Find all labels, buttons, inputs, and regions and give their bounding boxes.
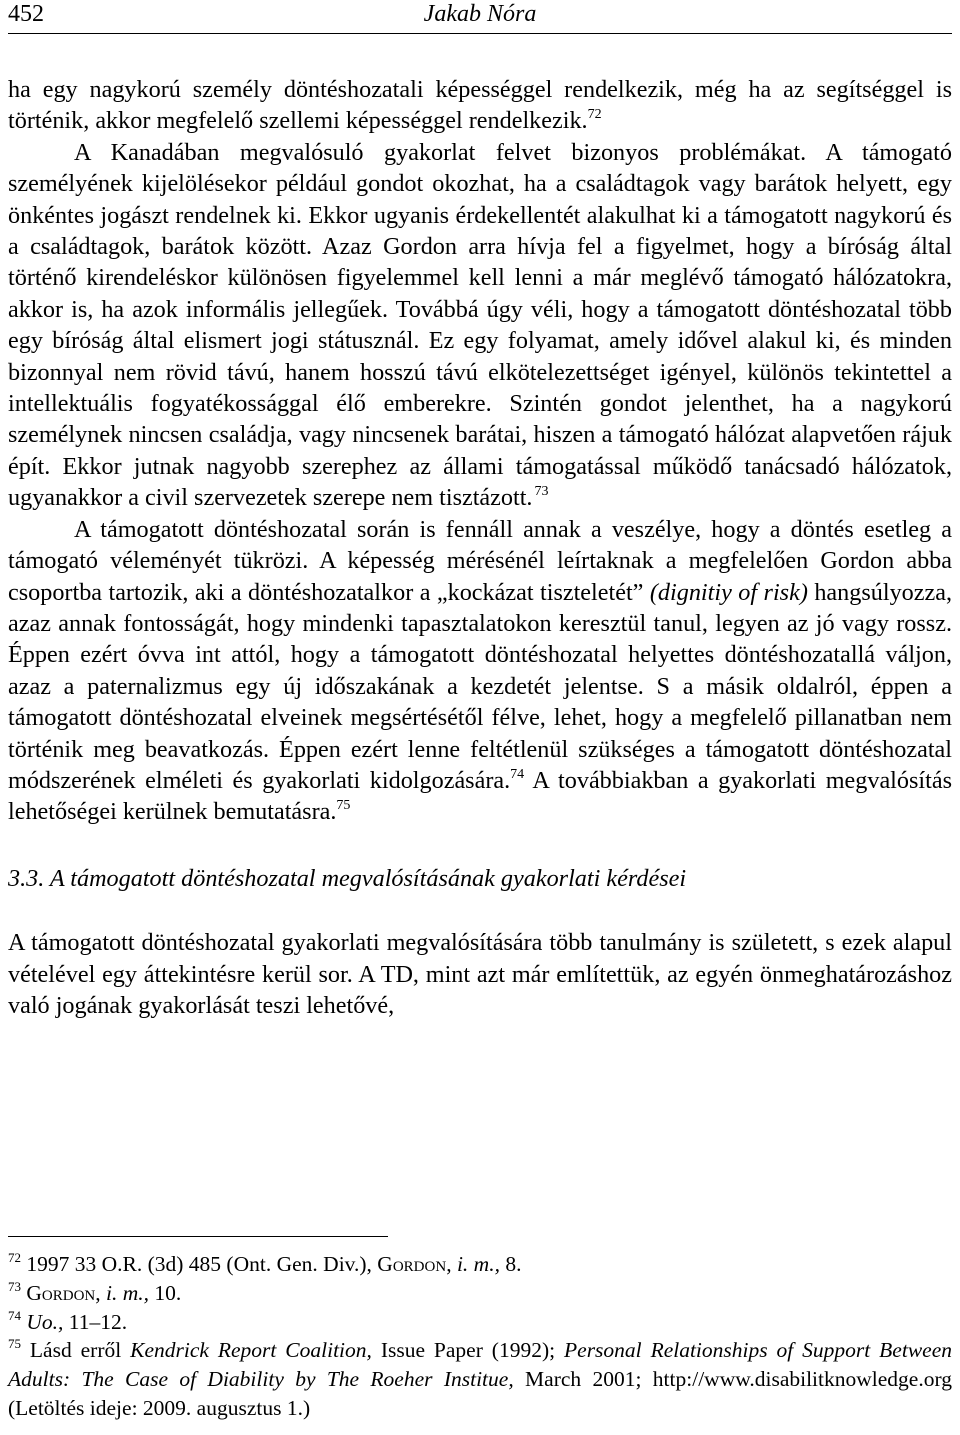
footnotes — [8, 1250, 952, 1423]
footnote-ref-74: 74 — [510, 766, 525, 782]
footnote-number: 72 — [8, 1250, 21, 1265]
paragraph-2 — [8, 137, 952, 514]
footnote-text: 10. — [149, 1280, 182, 1305]
footnote-text: , — [446, 1252, 457, 1276]
footnote-separator — [8, 1236, 388, 1237]
page-number: 452 — [8, 1, 44, 27]
footnote-text: 11–12. — [63, 1309, 128, 1334]
footnote-text: , — [95, 1280, 106, 1305]
footnote-italic: i. m., — [456, 1252, 500, 1276]
footnote-number: 75 — [8, 1336, 21, 1352]
footnote-italic: Kendrick Report Coalition, — [130, 1338, 372, 1363]
footnote-72 — [8, 1250, 952, 1279]
footnote-text: March 2001; http://www.disabilitknowledge.org (Letöltés ideje: 2009. augusztus 1.) — [8, 1367, 952, 1420]
footnote-text: 1997 33 O.R. (3d) 485 (Ont. Gen. Div.), G — [26, 1252, 393, 1276]
footnote-number: 74 — [8, 1307, 21, 1323]
paragraph-2-text: A Kanadában megvalósuló gyakorlat felvet bizonyos problémákat. A támogató személyének kijelölésekor például gondot okozhat, ha a családtagok vagy barátok helyett, egy önkéntes jogászt rendelnek ki. Ekkor ugyanis érdekellentét alakulhat ki a támogatott nagykorú és a családtagok, barátok között. Azaz Gordon arra hívja fel a figyelmet, hogy a bíróság által történő kirendeléskor különösen figyelemmel kell lenni a már meglévő támogató hálózatokra, akkor is, ha azok informális jellegűek. Továbbá úgy véli, hogy a támogatott döntéshozatal több egy bíróság által elismert jogi státusznál. Ez egy folyamat, amely idővel alakul ki, és minden bizonnyal nem rövid távú, hanem hosszú távú elkötelezettséget igényel, különös tekintettel a intellektuális fogyatékossággal élő emberekre. Szintén gondot jelenthet, ha a nagykorú személynek nincsen családja, vagy nincsenek barátai, hiszen a támogató hálózat alapvetően rájuk épít. Ekkor jutnak nagyobb szerephez az állami támogatással működő tanácsadó hálózatok, ugyanakkor a civil szervezetek szerepe nem tisztázott. — [8, 138, 952, 512]
footnote-text: Lásd erről — [29, 1338, 131, 1363]
footnote-number: 73 — [8, 1278, 21, 1294]
paragraph-3-text-c: A továbbiakban a gyakorlati megvalósítás lehetőségei kerülnek bemutatásra. — [8, 766, 952, 826]
footnote-text: G — [26, 1280, 42, 1305]
running-header — [8, 0, 952, 34]
paragraph-1-text: ha egy nagykorú személy döntéshozatali képességgel rendelkezik, még ha az segítséggel is történik, akkor megfelelő szellemi képességgel rendelkezik. — [8, 76, 952, 135]
footnote-ref-73: 73 — [534, 484, 549, 500]
footnote-73 — [8, 1279, 952, 1308]
footnote-italic: Personal Relationships of Support Between Adults: The Case of Diability by The Roeher Institue, — [8, 1338, 953, 1392]
footnote-smallcaps: ordon — [41, 1280, 96, 1305]
paragraph-3 — [8, 514, 952, 828]
body-text — [8, 74, 952, 1021]
footnote-ref-72: 72 — [587, 107, 602, 123]
section-heading: 3.3. A támogatott döntéshozatal megvalósításának gyakorlati kérdései — [8, 864, 687, 892]
footnote-smallcaps: ordon — [392, 1252, 447, 1276]
paragraph-3-text-a: A támogatott döntéshozatal során is fennáll annak a veszélye, hogy a döntés esetleg a támogató véleményét tükrözi. A képesség mérésénél leírtaknak a megfelelően Gordon abba csoportba tartozik, aki a döntéshozatalkor a „kockázat tiszteletét” — [8, 515, 952, 606]
running-header-author: Jakab Nóra — [423, 1, 537, 27]
footnote-italic: i. m., — [106, 1280, 149, 1305]
footnote-text: Issue Paper (1992); — [371, 1338, 565, 1363]
footnote-italic: Uo., — [26, 1309, 64, 1334]
footnote-ref-75: 75 — [336, 798, 351, 814]
footnote-75 — [8, 1336, 952, 1422]
footnote-74 — [8, 1308, 952, 1337]
paragraph-4: A támogatott döntéshozatal gyakorlati megvalósítására több tanulmány is született, s ezek alapul vételével egy áttekintésre kerül sor. A TD, mint azt már említettük, az egyén önmeghatározáshoz való jogának gyakorlását teszi lehetővé, — [8, 929, 952, 1019]
footnote-text: 8. — [499, 1252, 522, 1276]
paragraph-1 — [8, 74, 952, 137]
paragraph-3-italic: (dignitiy of risk) — [649, 578, 808, 606]
paragraph-3-text-b: hangsúlyozza, azaz annak fontosságát, hogy mindenki tapasztalatokon keresztül tanul, legyen az jó vagy rossz. Éppen ezért óvva int attól, hogy a támogatott döntéshozatal helyettes döntéshozatallá váljon, azaz a paternalizmus egy új időszakának a kezdetét jelentse. S a másik oldalról, éppen a támogatott döntéshozatal elveinek megsértésétől félve, lehet, hogy a megfelelő pillanatban nem történik meg beavatkozás. Éppen ezért lenne feltétlenül szükséges a támogatott döntéshozatal módszerének elméleti és gyakorlati kidolgozására. — [8, 578, 953, 794]
